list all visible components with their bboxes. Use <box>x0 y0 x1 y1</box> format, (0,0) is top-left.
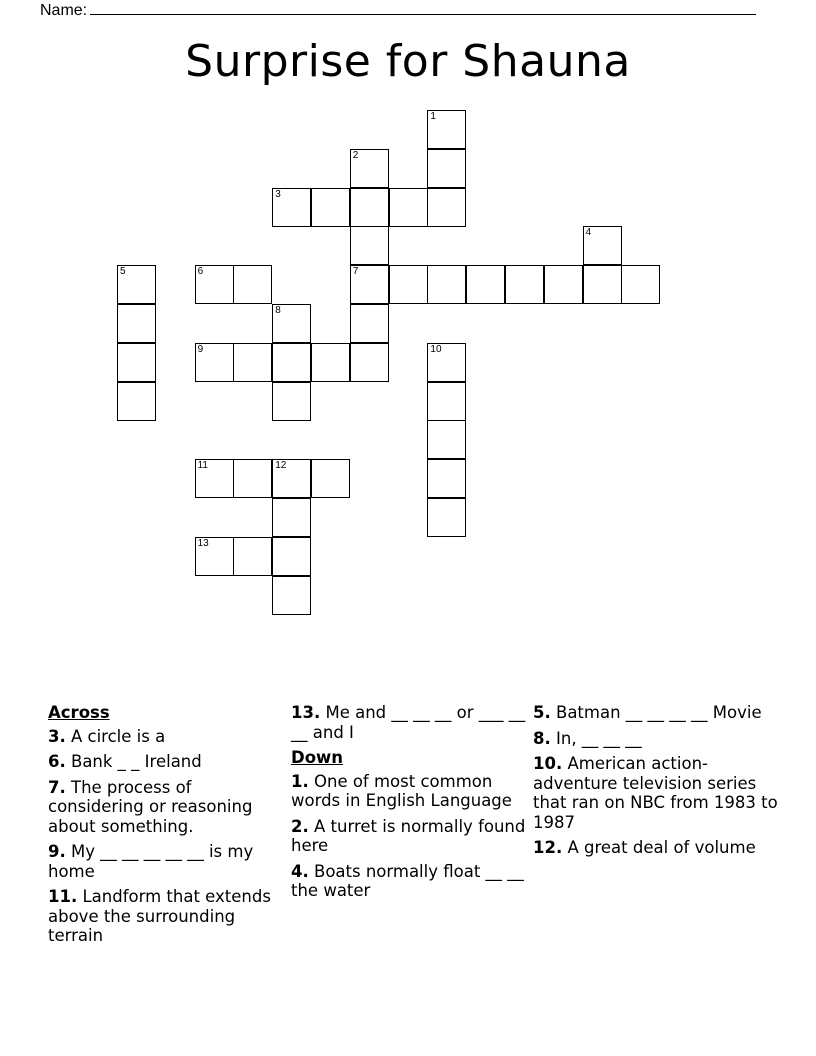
grid-cell[interactable] <box>195 459 234 498</box>
grid-cell[interactable] <box>427 343 466 382</box>
grid-cell[interactable] <box>117 304 156 343</box>
clue-text: Batman __ __ __ __ Movie <box>550 703 762 722</box>
clue-number: 10. <box>533 754 563 773</box>
clue-number: 5. <box>533 703 551 722</box>
grid-cell[interactable] <box>117 343 156 382</box>
grid-cell[interactable] <box>427 382 466 421</box>
clue-number: 13. <box>291 703 321 722</box>
clue-number: 4 <box>585 227 592 239</box>
grid-cell[interactable] <box>583 226 622 265</box>
grid-cell[interactable] <box>583 265 622 304</box>
grid-cell[interactable] <box>427 459 466 498</box>
clue-text: Bank _ _ Ireland <box>65 752 202 771</box>
clue-text: A circle is a <box>65 726 166 746</box>
grid-cell[interactable] <box>350 226 389 265</box>
clue-text: The process of considering or reasoning about something. <box>48 777 253 836</box>
grid-cell[interactable] <box>427 498 466 537</box>
clue-number: 7 <box>352 266 359 278</box>
grid-cell[interactable] <box>350 188 389 227</box>
clue-number: 7. <box>48 777 66 797</box>
grid-cell[interactable] <box>195 537 234 576</box>
clue-text: A great deal of volume <box>562 838 756 857</box>
clue-number: 5 <box>120 266 126 278</box>
grid-cell[interactable] <box>621 265 660 304</box>
clue-number: 8. <box>533 728 551 748</box>
clue-column-1 <box>48 703 288 952</box>
grid-cell[interactable] <box>311 343 350 382</box>
clue <box>48 842 288 881</box>
clue-column-2 <box>291 703 531 907</box>
grid-cell[interactable] <box>117 382 156 421</box>
page-title: Surprise for Shauna <box>185 36 631 87</box>
grid-cell[interactable] <box>272 537 311 576</box>
name-line[interactable] <box>90 0 756 15</box>
clue-number: 1. <box>291 771 309 791</box>
clue <box>48 752 288 772</box>
grid-cell[interactable] <box>389 265 428 304</box>
clue <box>48 778 288 837</box>
grid-cell[interactable] <box>427 420 466 459</box>
clue <box>291 862 531 901</box>
clue-text: In, __ __ __ <box>550 728 642 748</box>
clue <box>291 772 531 811</box>
clue-number: 2 <box>352 149 359 161</box>
clue <box>291 703 531 742</box>
clue-column-3 <box>533 703 778 864</box>
grid-cell[interactable] <box>117 265 156 304</box>
grid-cell[interactable] <box>544 265 583 304</box>
grid-cell[interactable] <box>272 459 311 498</box>
clue-number: 9. <box>48 842 66 861</box>
grid-cell[interactable] <box>350 149 389 188</box>
grid-cell[interactable] <box>427 149 466 188</box>
clue-text: One of most common words in English Language <box>291 771 512 810</box>
grid-cell[interactable] <box>272 343 311 382</box>
clue-text: My __ __ __ __ __ is my home <box>48 842 254 881</box>
grid-cell[interactable] <box>272 498 311 537</box>
clue-number: 3. <box>48 726 66 746</box>
clue-number: 2. <box>291 816 309 836</box>
grid-cell[interactable] <box>350 265 389 304</box>
grid-cell[interactable] <box>427 265 466 304</box>
grid-cell[interactable] <box>272 382 311 421</box>
clue-number: 12 <box>275 460 287 472</box>
grid-cell[interactable] <box>233 537 272 576</box>
grid-cell[interactable] <box>505 265 544 304</box>
grid-cell[interactable] <box>272 304 311 343</box>
grid-cell[interactable] <box>427 110 466 149</box>
clue-number: 11. <box>48 887 78 906</box>
grid-cell[interactable] <box>195 343 234 382</box>
grid-cell[interactable] <box>233 265 272 304</box>
clue-text: Boats normally float __ __ the water <box>291 861 524 900</box>
clue-number: 3 <box>275 188 281 200</box>
clue-number: 9 <box>197 343 204 355</box>
clue <box>533 729 778 749</box>
grid-cell[interactable] <box>311 459 350 498</box>
down-heading: Down <box>291 748 344 767</box>
grid-cell[interactable] <box>350 304 389 343</box>
grid-cell[interactable] <box>311 188 350 227</box>
grid-cell[interactable] <box>272 188 311 227</box>
clue <box>291 817 531 856</box>
clue-number: 1 <box>430 111 436 122</box>
grid-cell[interactable] <box>195 265 234 304</box>
grid-cell[interactable] <box>233 343 272 382</box>
clue-number: 11 <box>197 460 208 472</box>
clue-number: 12. <box>533 838 563 857</box>
clue <box>48 887 288 946</box>
across-heading: Across <box>48 703 110 722</box>
clue-number: 6. <box>48 752 66 771</box>
grid-cell[interactable] <box>427 188 466 227</box>
clue-text: American action-adventure television series that ran on NBC from 1983 to 1987 <box>533 754 778 832</box>
clue <box>533 703 778 723</box>
clue-number: 6 <box>197 266 204 278</box>
clue <box>533 754 778 832</box>
clue-text: Landform that extends above the surrounding terrain <box>48 887 271 945</box>
name-label: Name: <box>40 2 88 19</box>
grid-cell[interactable] <box>233 459 272 498</box>
clue <box>48 727 288 747</box>
clue-number: 13 <box>197 537 209 549</box>
name-field[interactable] <box>40 0 756 20</box>
grid-cell[interactable] <box>350 343 389 382</box>
clue <box>533 838 778 858</box>
clue-number: 8 <box>275 305 281 316</box>
grid-cell[interactable] <box>466 265 505 304</box>
grid-cell[interactable] <box>272 576 311 615</box>
grid-cell[interactable] <box>389 188 428 227</box>
clue-text: Me and __ __ __ or ___ __ __ and I <box>291 703 526 742</box>
clue-text: A turret is normally found here <box>291 816 526 855</box>
clue-number: 10 <box>430 343 442 355</box>
clue-number: 4. <box>291 861 309 881</box>
